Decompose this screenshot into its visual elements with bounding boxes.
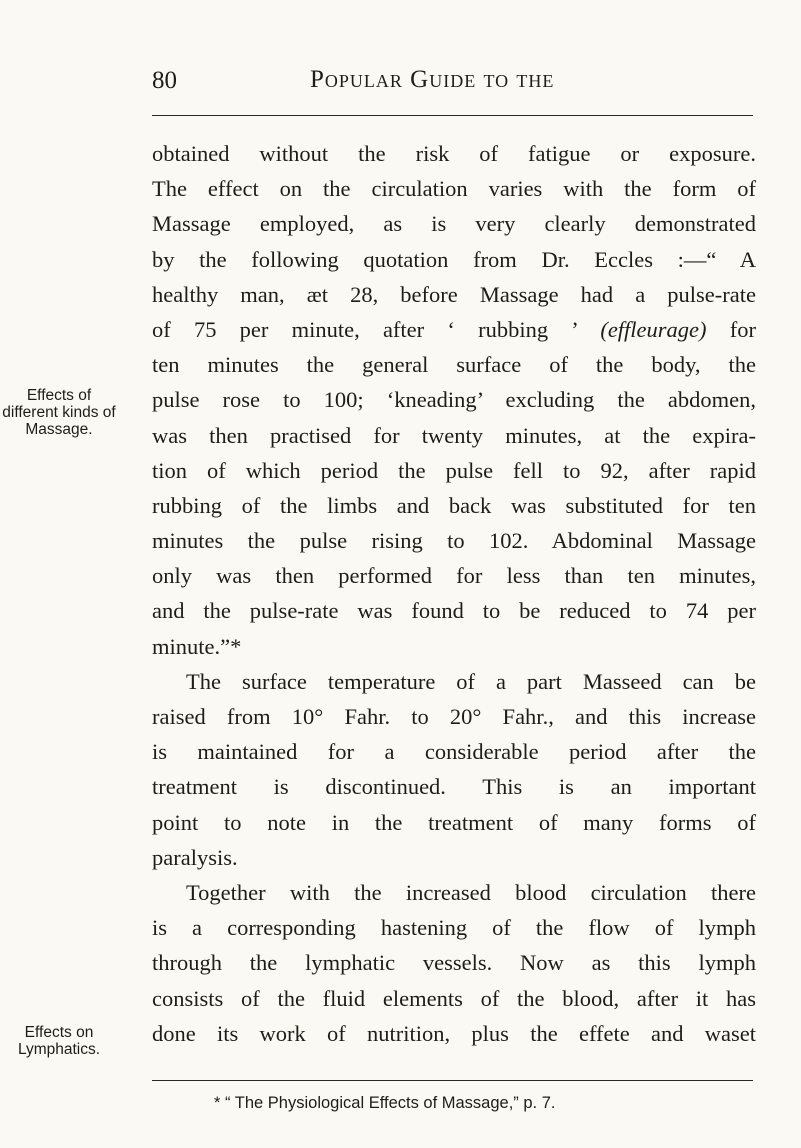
margin-note-effects-kinds: Effects of different kinds of Massage.: [2, 387, 116, 438]
text-line: healthy man, æt 28, before Massage had a pulse-rate: [152, 281, 756, 307]
text-line: is a corresponding hastening of the flow of lymph: [152, 915, 756, 941]
margin-note-lymphatics: Effects on Lymphatics.: [17, 1024, 101, 1058]
text-line: and the pulse-rate was found to be reduced to 74 per: [152, 598, 756, 624]
text-line: point to note in the treatment of many forms of: [152, 809, 756, 835]
text-line: Massage employed, as is very clearly demonstrated: [152, 211, 756, 237]
text-segment: for: [706, 316, 756, 342]
page-number: 80: [152, 67, 177, 94]
text-line: rubbing of the limbs and back was substituted for ten: [152, 492, 756, 518]
text-line: The surface temperature of a part Masseed can be: [186, 668, 756, 694]
text-line: done its work of nutrition, plus the effete and waset: [152, 1020, 756, 1046]
text-line: through the lymphatic vessels. Now as this lymph: [152, 950, 756, 976]
text-line: treatment is discontinued. This is an important: [152, 774, 756, 800]
text-line: by the following quotation from Dr. Eccles :—“ A: [152, 246, 756, 272]
footnote-rule: [152, 1080, 753, 1081]
text-line: only was then performed for less than ten minutes,: [152, 563, 756, 589]
text-line: pulse rose to 100; ‘kneading’ excluding the abdomen,: [152, 387, 756, 413]
running-title: Popular Guide to the: [310, 66, 555, 93]
text-line: paralysis.: [152, 844, 238, 870]
text-line: consists of the fluid elements of the blood, after it has: [152, 985, 756, 1011]
body-text: [152, 136, 756, 1051]
text-line: raised from 10° Fahr. to 20° Fahr., and this increase: [152, 704, 756, 729]
text-line-mixed: [152, 312, 756, 347]
text-segment: of 75 per minute, after ‘ rubbing ’: [152, 316, 601, 342]
text-line: Together with the increased blood circulation there: [186, 879, 756, 905]
footnote: * “ The Physiological Effects of Massage,” p. 7.: [214, 1094, 556, 1112]
text-line: was then practised for twenty minutes, at the expira-: [152, 422, 756, 448]
text-line: minute.”*: [152, 633, 242, 659]
header-rule: [152, 115, 753, 116]
text-line: tion of which period the pulse fell to 92, after rapid: [152, 457, 756, 483]
effleurage-term: (effleurage): [600, 316, 707, 342]
text-line: The effect on the circulation varies with the form of: [152, 176, 756, 202]
text-line: minutes the pulse rising to 102. Abdominal Massage: [152, 528, 756, 554]
text-line: ten minutes the general surface of the body, the: [152, 352, 756, 378]
text-line: obtained without the risk of fatigue or exposure.: [152, 141, 756, 166]
text-line: is maintained for a considerable period after the: [152, 739, 756, 765]
